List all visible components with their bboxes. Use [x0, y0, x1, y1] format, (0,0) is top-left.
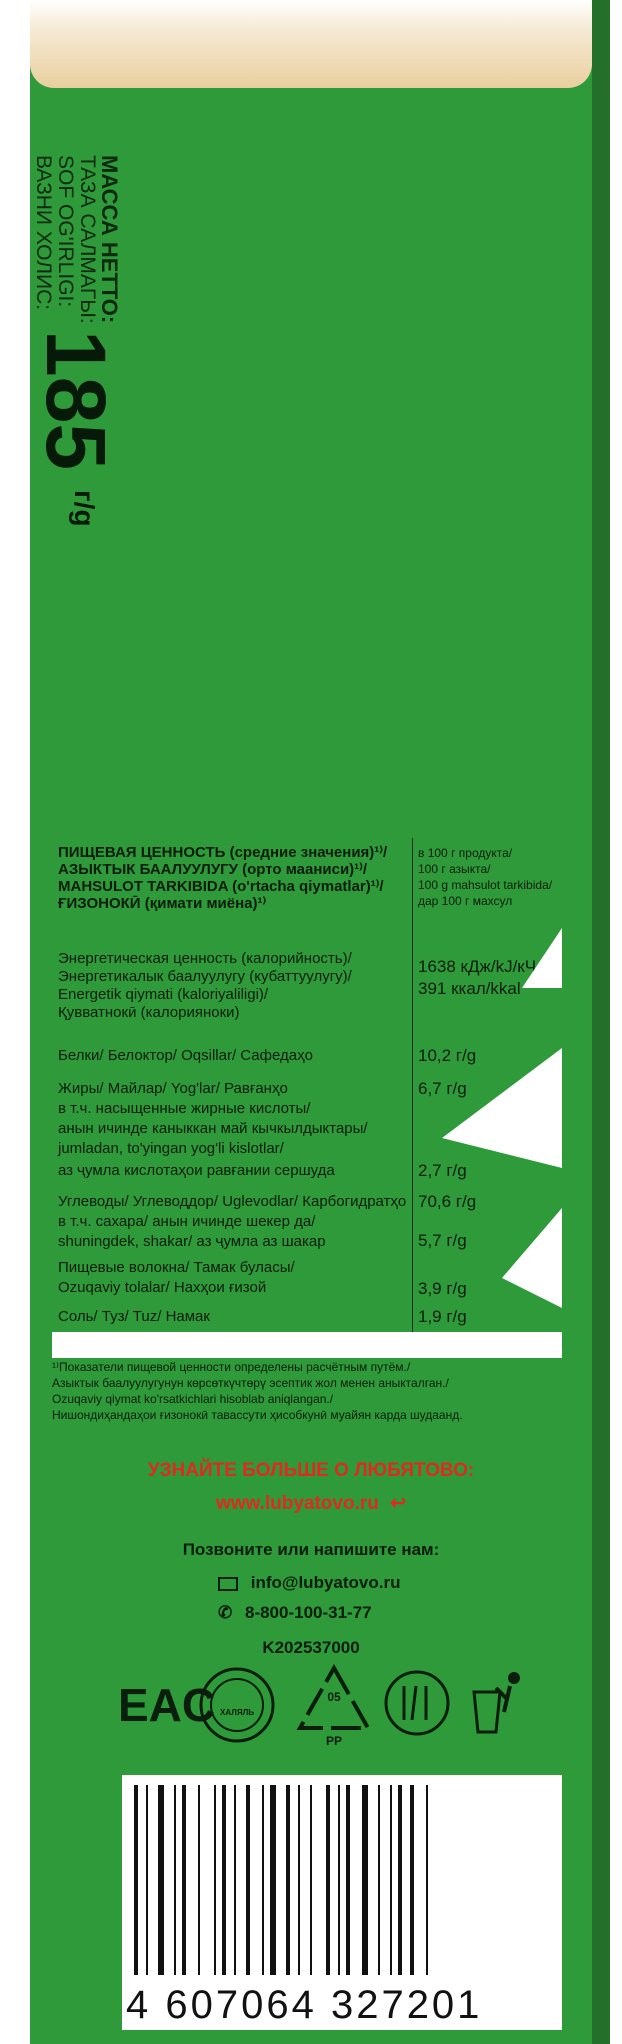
energy-label-ru: Энергетическая ценность (калорийность)/ [58, 950, 352, 967]
nutrition-header-ru: ПИЩЕВАЯ ЦЕННОСТЬ (средние значения)¹⁾/ [58, 844, 388, 861]
barcode-bar [134, 1785, 138, 1975]
fat-label: Жиры/ Майлар/ Yog'lar/ Равғанҳо [58, 1080, 288, 1097]
salt-label: Соль/ Туз/ Tuz/ Намак [58, 1308, 210, 1325]
barcode-bar [326, 1785, 330, 1975]
mass-and-date-section [0, 155, 123, 819]
barcode-bar [390, 1785, 392, 1975]
barcode-bar [362, 1785, 368, 1975]
phone-text[interactable]: 8-800-100-31-77 [244, 1603, 372, 1622]
net-mass-unit: г/g [69, 490, 100, 527]
food-safe-glass-fork-icon [382, 1660, 462, 1750]
footnote-uz: Ozuqaviy qiymat ko'rsatkichlari hisoblab aniqlangan./ [52, 1392, 334, 1406]
email-row[interactable] [218, 1573, 400, 1593]
carbohydrate-value: 70,6 г/g [418, 1192, 477, 1211]
net-mass-label-ky: ТАЗА САЛМАГЫ: [76, 155, 99, 324]
sugar-label-ru-ky: в т.ч. сахара/ анын ичинде шекер да/ [58, 1213, 316, 1230]
barcode-bar [182, 1785, 186, 1975]
nutrition-header-tg: ҒИЗОНОКӢ (қимати миёна)¹⁾ [58, 895, 267, 912]
per-100g-ky: 100 г азыкта/ [418, 862, 491, 876]
energy-label-tg: Қувватнокӣ (калорияноки) [58, 1004, 240, 1021]
salt-value: 1,9 г/g [418, 1307, 467, 1326]
phone-row[interactable] [218, 1603, 372, 1623]
barcode-bar [198, 1785, 200, 1975]
net-mass-label-tg: ВАЗНИ ХОЛИС: [32, 155, 55, 311]
barcode-bar [270, 1785, 276, 1975]
per-100g-ru: в 100 г продукта/ [418, 846, 513, 860]
saturated-fat-value: 2,7 г/g [418, 1161, 467, 1180]
barcode-bar [310, 1785, 312, 1975]
barcode-bar [146, 1785, 148, 1975]
website-text[interactable]: www.lubyatovo.ru [215, 1493, 379, 1514]
footnote-tg: Нишондиҳандаҳои ғизонокӣ тавассути ҳисобкунӣ муайян карда шудаанд. [52, 1408, 463, 1422]
barcode-bar [378, 1785, 380, 1975]
barcode-bar [158, 1785, 164, 1975]
barcode-bar [426, 1785, 428, 1975]
energy-label-uz: Energetik qiymati (kaloriyaliligi)/ [58, 986, 269, 1003]
saturated-fat-label-ky: анын ичинде каныккан май кычкылдыктары/ [58, 1120, 368, 1137]
envelope-icon [218, 1577, 238, 1591]
energy-label-ky: Энергетикалык баалуулугу (кубаттуулугу)/ [58, 968, 352, 985]
barcode-bar [298, 1785, 300, 1975]
recycle-pp-icon: 05 PP [294, 1660, 374, 1750]
barcode-bar [174, 1785, 176, 1975]
barcode-bar [262, 1785, 264, 1975]
saturated-fat-label-ru: в т.ч. насыщенные жирные кислоты/ [58, 1100, 311, 1117]
sugar-label-uz-tg: shuningdek, shakar/ аз ҷумла аз шакар [58, 1233, 326, 1250]
zigzag-decoration [412, 838, 562, 1332]
barcode-bar [222, 1785, 226, 1975]
package-side-edge [592, 0, 610, 2044]
phone-icon: ✆ [218, 1603, 233, 1622]
contact-title: Позвоните или напишите нам: [182, 1540, 440, 1559]
per-100g-tg: дар 100 г махсул [418, 894, 513, 908]
sugar-value: 5,7 г/g [418, 1231, 467, 1250]
saturated-fat-label-uz: jumladan, to'yingan yog'li kislotlar/ [58, 1140, 284, 1157]
product-code: K202537000 [262, 1638, 360, 1657]
barcode-bar [246, 1785, 250, 1975]
fiber-label-uz-tg: Ozuqaviy tolalar/ Нахҳои ғизой [58, 1279, 267, 1296]
learn-more-heading: УЗНАЙТЕ БОЛЬШЕ О ЛЮБЯТОВО: [147, 1460, 475, 1481]
website-link[interactable] [0, 1492, 622, 1515]
package-top-fold [30, 0, 592, 88]
nutrition-header-uz: MAHSULOT TARKIBIDA (o'rtacha qiymatlar)¹⁾/ [58, 878, 384, 895]
barcode-bar [398, 1785, 402, 1975]
barcode-bar [338, 1785, 340, 1975]
barcode [122, 1775, 562, 2030]
nutrition-header-ky: АЗЫКТЫК БААЛУУЛУГУ (орто мааниси)¹⁾/ [58, 861, 368, 878]
saturated-fat-label-tg: аз ҷумла кислотаҳои равғании сершуда [58, 1162, 335, 1179]
net-mass-title: МАССА НЕТТО: [97, 155, 122, 324]
barcode-bar [410, 1785, 414, 1975]
barcode-bar [346, 1785, 350, 1975]
arrow-left-icon: ↩ [390, 1493, 407, 1514]
per-100g-uz: 100 g mahsulot tarkibida/ [418, 878, 553, 892]
halal-mark-icon: ХАЛЯЛЬ [196, 1660, 286, 1750]
fiber-label-ru-ky: Пищевые волокна/ Тамак буласы/ [58, 1259, 295, 1276]
energy-kj-value: 1638 кДж/kJ/кҶ [418, 957, 537, 976]
barcode-number: 4 607064 327201 [126, 1983, 483, 2027]
fiber-value: 3,9 г/g [418, 1279, 467, 1298]
eac-mark-icon: EAC [118, 1679, 216, 1731]
barcode-bar [286, 1785, 290, 1975]
footnote-ru: ¹⁾Показатели пищевой ценности определены расчётным путём./ [52, 1360, 411, 1374]
net-mass-label-uz: SOF OG'IRLIGI: [54, 155, 77, 308]
nutrition-table [52, 838, 562, 1358]
protein-value: 10,2 г/g [418, 1046, 477, 1065]
email-text[interactable]: info@lubyatovo.ru [250, 1573, 401, 1592]
carbohydrate-label: Углеводы/ Углеводдор/ Uglevodlar/ Карбогидратҳо [58, 1193, 407, 1210]
barcode-bar [214, 1785, 216, 1975]
net-mass-value: 185 [29, 330, 123, 471]
barcode-bar [234, 1785, 236, 1975]
energy-kcal-value: 391 ккал/kkal [418, 979, 521, 998]
footnote-ky: Азыктык баалуулугунун көрсөткүчтөрү эсептик жол менен аныкталган./ [52, 1376, 449, 1390]
fat-value: 6,7 г/g [418, 1079, 467, 1098]
protein-label: Белки/ Белоктор/ Oqsillar/ Сафедаҳо [58, 1047, 313, 1064]
dispose-in-bin-icon [466, 1660, 536, 1750]
